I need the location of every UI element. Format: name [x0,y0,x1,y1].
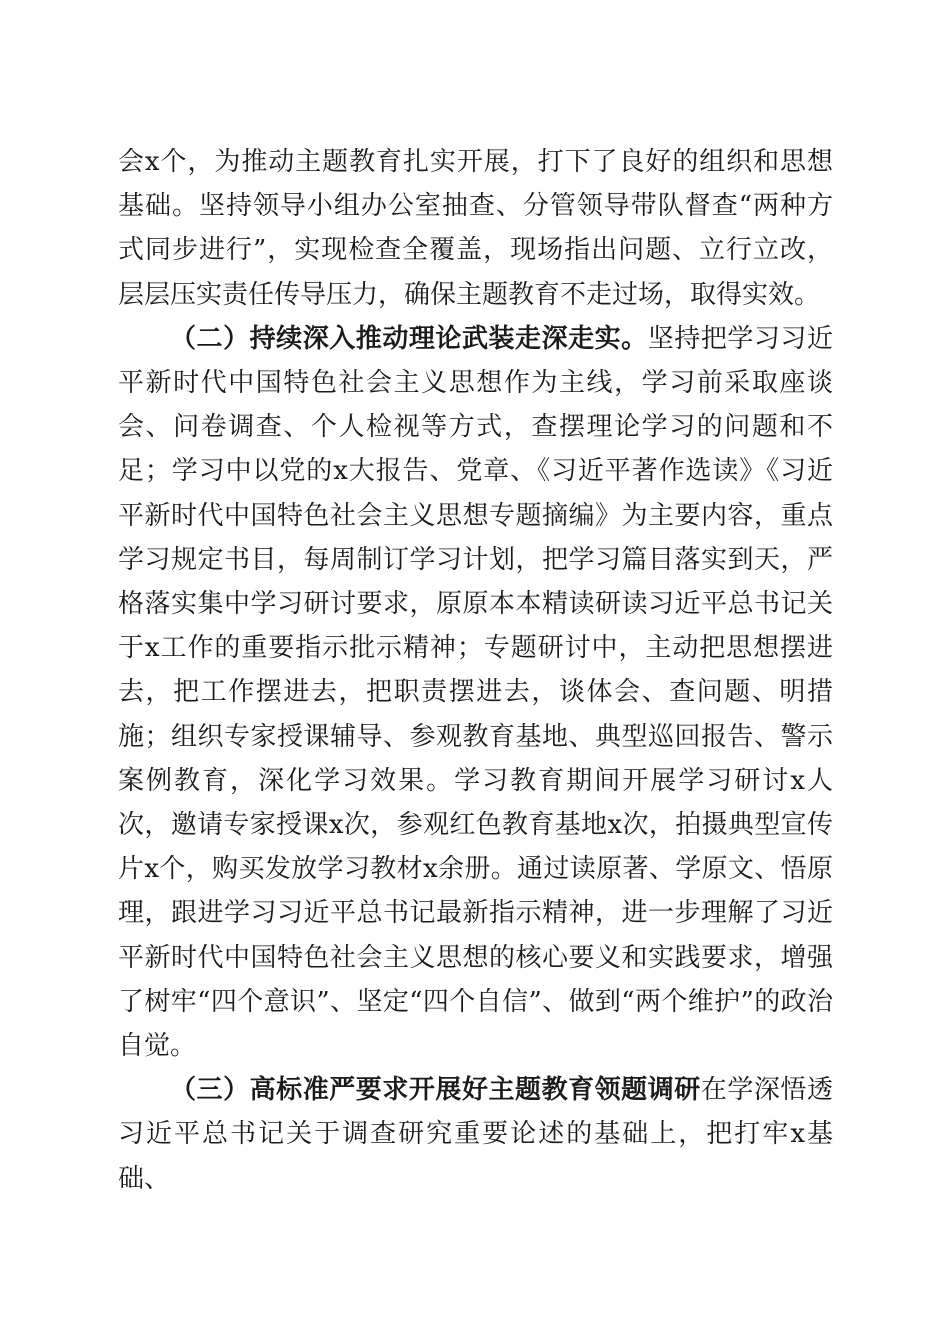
paragraph-3 [118,1068,833,1201]
document-body [118,140,833,1201]
paragraph-3-text: 在学深悟透习近平总书记关于调查研究重要论述的基础上，把打牢x基础、 [118,1075,833,1194]
paragraph-1 [118,140,833,317]
section-heading-3: （三）高标准严要求开展好主题教育领题调研 [170,1075,701,1106]
paragraph-2-text: 坚持把学习习近平新时代中国特色社会主义思想作为主线，学习前采取座谈会、问卷调查、个人检视等方式，查摆理论学习的问题和不足；学习中以党的x大报告、党章、《习近平著作选读》《习近平新时代中国特色社会主义思想专题摘编》为主要内容，重点学习规定书目，每周制订学习计划，把学习篇目落实到天，严格落实集中学习研讨要求，原原本本精读研读习近平总书记关于x工作的重要指示批示精神；专题研讨中，主动把思想摆进去，把工作摆进去，把职责摆进去，谈体会、查问题、明措施；组织专家授课辅导、参观教育基地、典型巡回报告、警示案例教育，深化学习效果。学习教育期间开展学习研讨x人次，邀请专家授课x次，参观红色教育基地x次，拍摄典型宣传片x个，购买发放学习教材x余册。通过读原著、学原文、悟原理，跟进学习习近平总书记最新指示精神，进一步理解了习近平新时代中国特色社会主义思想的核心要义和实践要求，增强了树牢“四个意识”、坚定“四个自信”、做到“两个维护”的政治自觉。 [118,323,833,1062]
section-heading-2: （二）持续深入推动理论武装走深走实。 [170,323,648,354]
paragraph-2 [118,317,833,1068]
paragraph-1-text: 会x个，为推动主题教育扎实开展，打下了良好的组织和思想基础。坚持领导小组办公室抽查、分管领导带队督查“两种方式同步进行”，实现检查全覆盖，现场指出问题、立行立改，层层压实责任传导压力，确保主题教育不走过场，取得实效。 [118,147,833,310]
